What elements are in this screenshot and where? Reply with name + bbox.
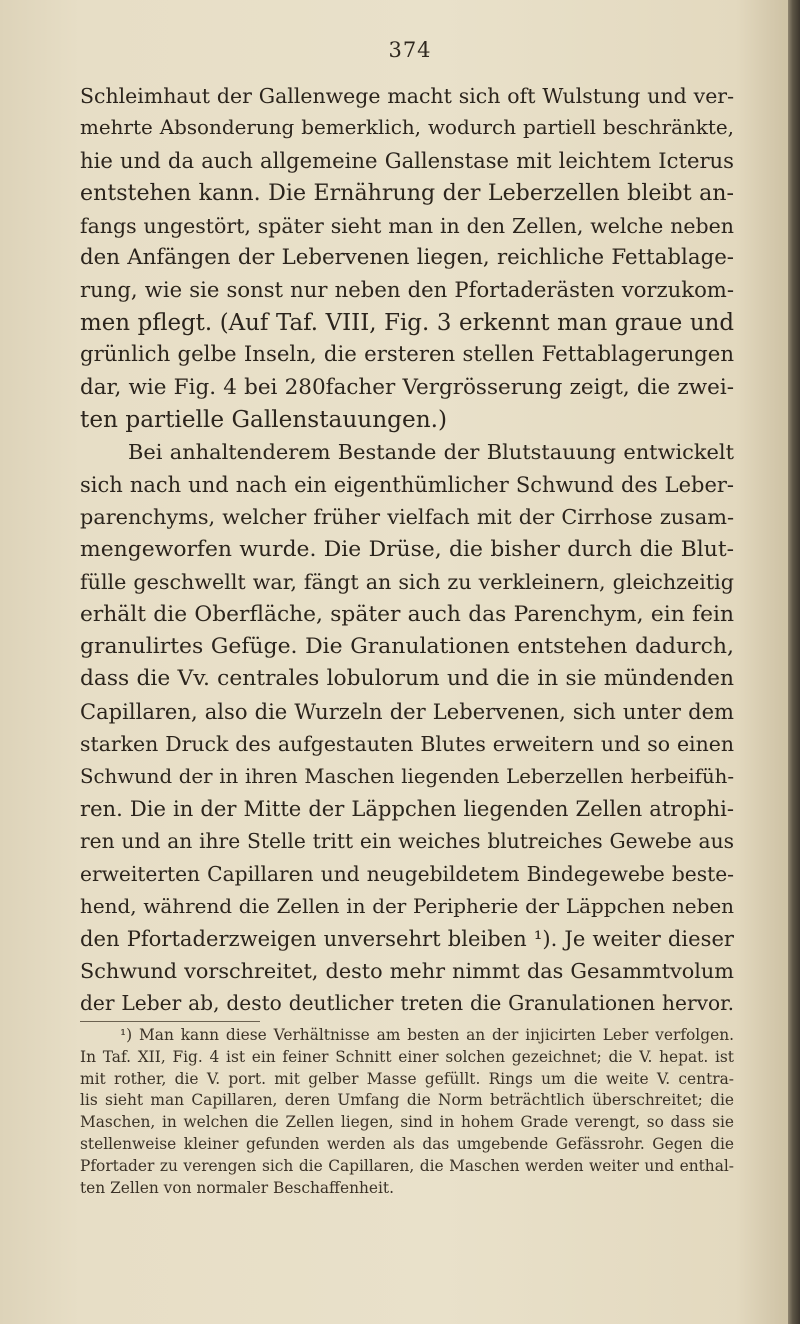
- body-line: Schwund der in ihren Maschen liegenden Leberzellen herbeifüh-: [80, 764, 734, 788]
- body-line: sich nach und nach ein eigenthümlicher Schwund des Leber-: [80, 472, 734, 497]
- body-line: den Pfortaderzweigen unversehrt bleiben ¹). Je weiter dieser: [80, 925, 734, 951]
- body-line: grünlich gelbe Inseln, die ersteren stellen Fettablagerungen: [80, 342, 734, 368]
- paragraph-start-line: Bei anhaltenderem Bestande der Blutstauung entwickelt: [128, 440, 734, 465]
- footnote-line: In Taf. XII, Fig. 4 ist ein feiner Schnitt einer solchen gezeichnet; die V. hepat. ist: [80, 1047, 734, 1066]
- body-line: entstehen kann. Die Ernährung der Leberzellen bleibt an-: [80, 180, 734, 207]
- body-line: fangs ungestört, später sieht man in den Zellen, welche neben: [80, 213, 734, 238]
- footnote-line: lis sieht man Capillaren, deren Umfang die Norm beträchtlich überschreitet; die: [80, 1091, 734, 1110]
- body-line: dass die Vv. centrales lobulorum und die in sie mündenden: [80, 666, 734, 692]
- main-text-block: [80, 80, 734, 1020]
- body-line: hend, während die Zellen in der Peripherie der Läppchen neben: [80, 894, 734, 919]
- body-line: mengeworfen wurde. Die Drüse, die bisher durch die Blut-: [80, 536, 734, 562]
- body-line: men pflegt. (Auf Taf. VIII, Fig. 3 erkennt man graue und: [80, 309, 734, 336]
- body-line: granulirtes Gefüge. Die Granulationen entstehen dadurch,: [80, 633, 734, 659]
- page-edge-shadow: [788, 0, 800, 1324]
- body-line: Schwund vorschreitet, desto mehr nimmt das Gesammtvolum: [80, 958, 734, 983]
- footnote-block: [80, 1025, 734, 1199]
- body-line: ren und an ihre Stelle tritt ein weiches blutreiches Gewebe aus: [80, 829, 734, 854]
- footnote-separator: [80, 1021, 260, 1022]
- footnote-line: ten Zellen von normaler Beschaffenheit.: [80, 1178, 395, 1197]
- body-line: erweiterten Capillaren und neugebildetem Bindegewebe beste-: [80, 861, 734, 886]
- body-line: mehrte Absonderung bemerklich, wodurch partiell beschränkte,: [80, 116, 734, 140]
- page-number: 374: [388, 38, 432, 62]
- footnote-line: Maschen, in welchen die Zellen liegen, sind in hohem Grade verengt, so dass sie: [80, 1113, 734, 1132]
- body-line: dar, wie Fig. 4 bei 280facher Vergrösserung zeigt, die zwei-: [80, 374, 734, 400]
- footnote-line: ¹) Man kann diese Verhältnisse am besten an der injicirten Leber verfolgen.: [120, 1026, 734, 1044]
- body-line: rung, wie sie sonst nur neben den Pfortaderästen vorzukom-: [80, 277, 734, 303]
- body-line: ren. Die in der Mitte der Läppchen liegenden Zellen atrophi-: [80, 795, 734, 821]
- body-line: starken Druck des aufgestauten Blutes erweitern und so einen: [80, 732, 734, 757]
- body-line: den Anfängen der Lebervenen liegen, reichliche Fettablage-: [80, 245, 734, 271]
- body-line: Capillaren, also die Wurzeln der Lebervenen, sich unter dem: [80, 698, 734, 724]
- body-line: Schleimhaut der Gallenwege macht sich oft Wulstung und ver-: [80, 84, 734, 108]
- body-line: erhält die Oberfläche, später auch das Parenchym, ein fein: [80, 601, 734, 627]
- body-line: der Leber ab, desto deutlicher treten die Granulationen hervor.: [80, 991, 734, 1016]
- footnote-line: Pfortader zu verengen sich die Capillaren, die Maschen werden weiter und enthal-: [80, 1156, 734, 1175]
- footnote-line: stellenweise kleiner gefunden werden als das umgebende Gefässrohr. Gegen die: [80, 1134, 734, 1153]
- body-line: ten partielle Gallenstauungen.): [80, 406, 448, 434]
- footnote-line: mit rother, die V. port. mit gelber Masse gefüllt. Rings um die weite V. centra-: [80, 1069, 734, 1088]
- body-line: parenchyms, welcher früher vielfach mit der Cirrhose zusam-: [80, 505, 734, 530]
- body-line: hie und da auch allgemeine Gallenstase mit leichtem Icterus: [80, 147, 734, 173]
- body-line: fülle geschwellt war, fängt an sich zu verkleinern, gleichzeitig: [80, 570, 734, 595]
